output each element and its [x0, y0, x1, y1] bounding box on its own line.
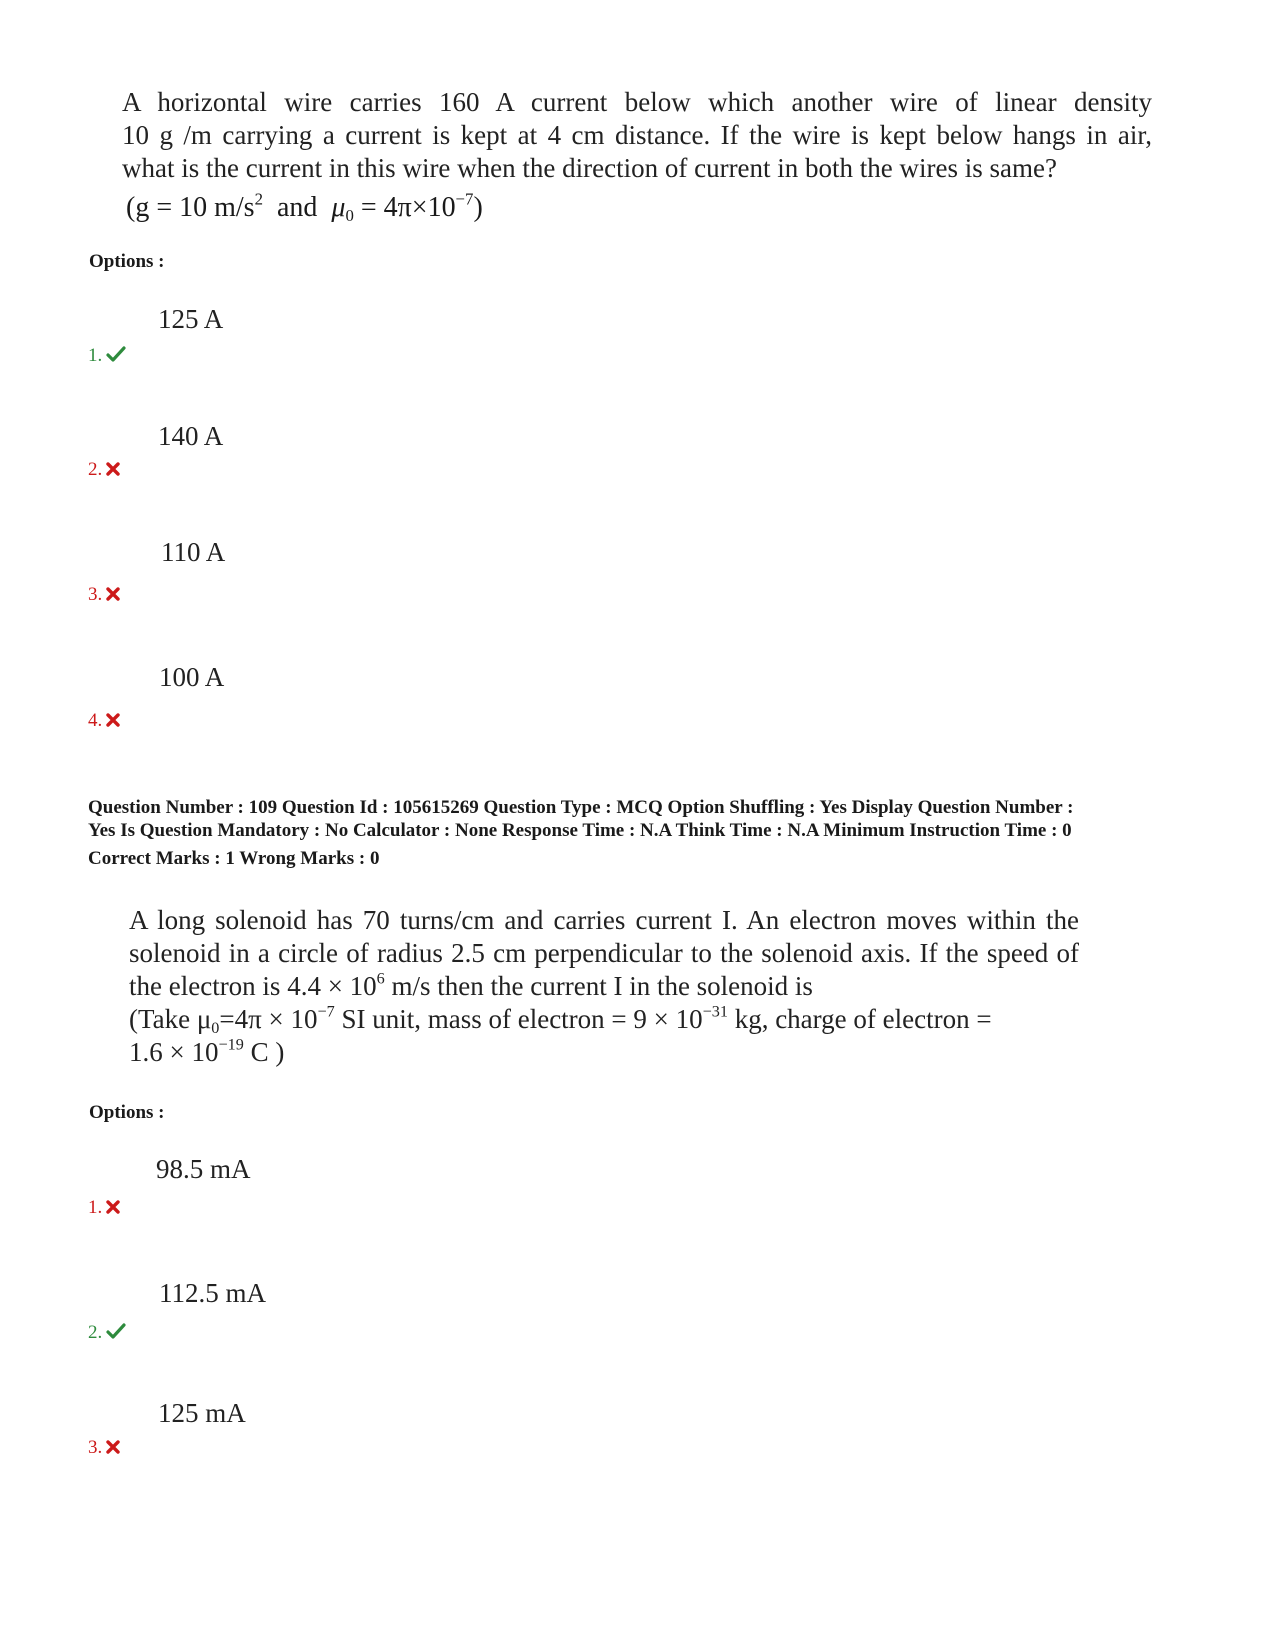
option-text[interactable]: 100 A — [159, 662, 225, 692]
question-line: solenoid in a circle of radius 2.5 cm perpendicular to the solenoid axis. If the speed of — [129, 938, 1079, 968]
check-icon — [106, 346, 126, 368]
text-fragment: C ) — [243, 1037, 285, 1067]
option-number: 3. — [88, 1437, 103, 1458]
formula-and: and — [276, 192, 318, 223]
option-text[interactable]: 112.5 mA — [159, 1278, 266, 1308]
option-number: 1. — [88, 1197, 103, 1218]
question-108-formula — [126, 189, 483, 226]
option-number: 1. — [88, 345, 103, 366]
options-label: Options : — [89, 251, 165, 272]
metadata-line: Yes Is Question Mandatory : No Calculator : None Response Time : N.A Think Time : N.A Minimum Instruction Time : 0 — [88, 820, 1072, 841]
question-line — [129, 970, 1079, 1003]
text-fragment: m/s then the current I in the solenoid is — [384, 971, 813, 1001]
option-number-wrong — [88, 1197, 120, 1220]
formula-exponent: 2 — [254, 189, 263, 209]
cross-icon — [106, 1438, 120, 1460]
cross-icon — [106, 460, 120, 482]
text-fragment: the electron is 4.4 × 10 — [129, 971, 377, 1001]
cross-icon — [106, 1198, 120, 1220]
cross-icon — [106, 585, 120, 607]
cross-icon — [106, 711, 120, 733]
question-109-metadata — [88, 796, 1228, 870]
text-fragment: (Take μ — [129, 1004, 212, 1034]
metadata-line: Correct Marks : 1 Wrong Marks : 0 — [88, 848, 380, 869]
check-icon — [106, 1323, 126, 1345]
option-number: 2. — [88, 459, 103, 480]
formula-exponent: −7 — [455, 189, 474, 209]
subscript: 0 — [211, 1018, 220, 1037]
option-number-wrong — [88, 459, 120, 482]
option-number: 4. — [88, 710, 103, 731]
exponent: 6 — [376, 969, 385, 988]
text-fragment: =4π × 10 — [219, 1004, 318, 1034]
question-line — [129, 1036, 1079, 1069]
question-109-text — [129, 904, 1079, 1069]
option-text[interactable]: 125 mA — [158, 1398, 246, 1428]
option-number-wrong — [88, 710, 120, 733]
metadata-line: Question Number : 109 Question Id : 105615269 Question Type : MCQ Option Shuffling : Yes Display Question Number : — [88, 797, 1074, 818]
option-number: 2. — [88, 1322, 103, 1343]
question-line: what is the current in this wire when the direction of current in both the wires is same? — [122, 153, 1057, 183]
question-line — [129, 1003, 1079, 1036]
question-line: A long solenoid has 70 turns/cm and carries current I. An electron moves within the — [129, 905, 1079, 935]
formula-close: ) — [473, 192, 483, 223]
option-text[interactable]: 140 A — [158, 421, 224, 451]
option-number-wrong — [88, 1437, 120, 1460]
exponent: −31 — [702, 1002, 728, 1021]
option-number: 3. — [88, 584, 103, 605]
formula-rhs: = 4π×10 — [360, 192, 456, 223]
options-label: Options : — [89, 1102, 165, 1123]
question-108-text — [122, 86, 1152, 185]
option-number-correct — [88, 345, 126, 368]
question-line: A horizontal wire carries 160 A current below which another wire of linear density — [122, 87, 1152, 117]
text-fragment: SI unit, mass of electron = 9 × 10 — [334, 1004, 703, 1034]
option-number-wrong — [88, 584, 120, 607]
option-text[interactable]: 110 A — [161, 537, 226, 567]
exponent: −7 — [317, 1002, 335, 1021]
exponent: −19 — [218, 1035, 244, 1054]
option-text[interactable]: 125 A — [158, 304, 224, 334]
formula-gravity: (g = 10 m/s — [126, 192, 255, 223]
formula-mu: μ — [331, 192, 346, 223]
text-fragment: 1.6 × 10 — [129, 1037, 219, 1067]
option-number-correct — [88, 1322, 126, 1345]
question-line: 10 g /m carrying a current is kept at 4 cm distance. If the wire is kept below hangs in air, — [122, 120, 1152, 150]
formula-subscript: 0 — [345, 206, 354, 226]
text-fragment: kg, charge of electron = — [727, 1004, 992, 1034]
option-text[interactable]: 98.5 mA — [156, 1154, 251, 1184]
